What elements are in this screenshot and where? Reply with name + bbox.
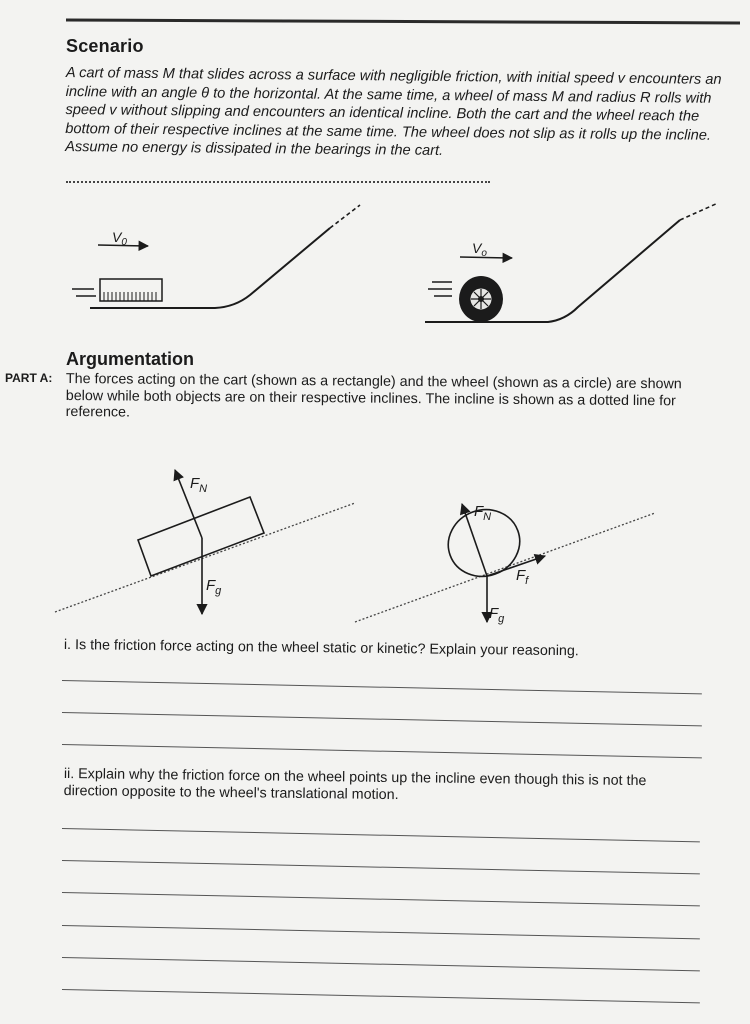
scenario-text: A cart of mass M that slides across a surface with negligible friction, with initial speed v encounters an incline with an angle θ to the horizontal. At the same time, a wheel of mass M and radius R rolls with speed v without slipping and encounters an identical incline. Both the cart and the wheel reach the bottom of their respective inclines at the same time. The wheel does not slip as it rolls up the incline. Assume no energy is dissipated in the bearings in the cart. [65,64,722,160]
wheel-force-diagram [355,500,655,625]
wheel-normal-label: $F_N$ [474,503,492,523]
cart-body [100,279,162,301]
wheel-incline-dotted [355,513,655,622]
cart-incline-dotted [55,503,355,612]
question-1: i. Is the friction force acting on the wheel static or kinetic? Explain your reasoning. [63,637,579,660]
cart-diagram [72,205,360,308]
part-a-label: PART A: [5,371,53,385]
cart-normal-label: $F_N$ [190,475,208,495]
wheel-diagram [425,203,718,322]
cart-gravity-label: $F_g$ [206,577,222,597]
wheel-motion-lines [428,282,452,296]
scenario-heading: Scenario [66,36,144,56]
wheel-gravity-label: $F_g$ [489,605,505,625]
cart-motion-lines [72,289,96,296]
part-a-text: The forces acting on the cart (shown as a rectangle) and the wheel (shown as a circle) are shown below while both objects are on their respective inclines. The incline is shown as a dotted line for reference. [65,371,682,421]
cart-velocity-label: $V_0$ [112,229,127,248]
cart-force-diagram [55,470,355,614]
wheel-track-continuation [680,203,718,220]
wheel-velocity-label: $V_o$ [472,240,487,259]
wheel-hub [478,296,484,302]
question-2: ii. Explain why the friction force on the wheel points up the incline even though this is not the direction opposite to the wheel's translational motion. [63,766,647,803]
argumentation-heading: Argumentation [66,349,194,369]
cart-track-continuation [330,205,360,228]
wheel-friction-label: $F_f$ [516,567,529,587]
